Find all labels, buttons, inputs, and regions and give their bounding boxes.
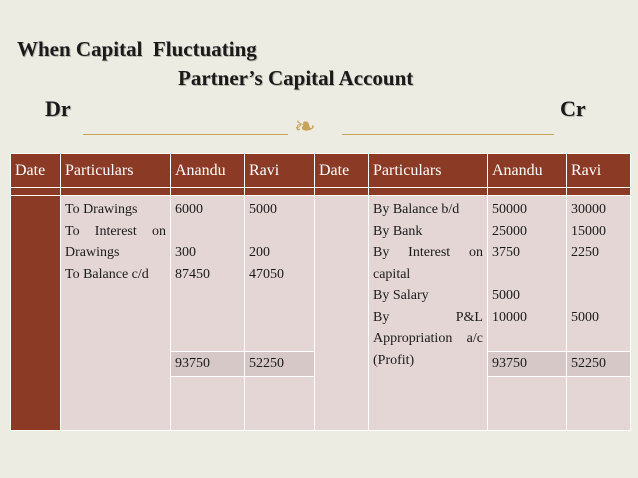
cr-date-cell bbox=[315, 196, 369, 431]
entries-row bbox=[11, 196, 631, 352]
dr-anandu-value bbox=[175, 221, 240, 243]
dr-particular-item: To Interest on Drawings bbox=[65, 223, 166, 260]
cr-anandu-value: 3750 bbox=[492, 245, 520, 260]
cr-anandu-value: 10000 bbox=[492, 309, 527, 325]
dr-anandu-cell bbox=[171, 196, 245, 352]
cr-ravi-value: 5000 bbox=[571, 309, 599, 325]
title-line-1: When Capital Fluctuating bbox=[17, 37, 257, 61]
header-anandu-dr: Anandu bbox=[171, 154, 245, 188]
cr-anandu-cell bbox=[488, 196, 567, 352]
cr-particular-item: By P&L Appropriation a/c (Profit) bbox=[373, 309, 483, 368]
blank-cell bbox=[488, 377, 567, 431]
dr-ravi-value: 47050 bbox=[249, 266, 284, 282]
header-particulars-cr: Particulars bbox=[369, 154, 488, 188]
header-date-dr: Date bbox=[11, 154, 61, 188]
dr-anandu-value: 87450 bbox=[175, 266, 210, 282]
cr-ravi-value: 15000 bbox=[571, 223, 606, 239]
header-date-cr: Date bbox=[315, 154, 369, 188]
gap-row bbox=[11, 188, 631, 196]
dr-particular-item: To Balance c/d bbox=[65, 266, 149, 282]
dr-particular-item: To Drawings bbox=[65, 202, 138, 217]
cr-particular-item: By Interest on capital bbox=[373, 245, 483, 282]
cr-ravi-cell bbox=[567, 196, 631, 352]
dr-date-cell bbox=[11, 196, 61, 431]
divider-left bbox=[83, 134, 288, 135]
dr-label: Dr bbox=[45, 96, 71, 121]
dr-ravi-value bbox=[249, 221, 310, 243]
cr-ravi-value bbox=[571, 285, 626, 307]
dr-ravi-value: 5000 bbox=[249, 202, 277, 217]
cr-anandu-value: 25000 bbox=[492, 223, 527, 239]
header-row bbox=[11, 154, 631, 188]
header-ravi-cr: Ravi bbox=[567, 154, 631, 188]
cr-ravi-value: 2250 bbox=[571, 245, 599, 260]
title-line-2: Partner’s Capital Account bbox=[178, 66, 414, 90]
cr-label: Cr bbox=[560, 96, 586, 121]
header-ravi-dr: Ravi bbox=[245, 154, 315, 188]
cr-ravi-value: 30000 bbox=[571, 202, 606, 217]
fleuron-ornament-icon: ❧ bbox=[294, 112, 316, 141]
cr-ravi-value bbox=[571, 264, 626, 286]
dr-ravi-value: 200 bbox=[249, 245, 270, 260]
cr-anandu-total: 93750 bbox=[488, 352, 567, 377]
cr-ravi-total: 52250 bbox=[567, 352, 631, 377]
header-particulars-dr: Particulars bbox=[61, 154, 171, 188]
header-anandu-cr: Anandu bbox=[488, 154, 567, 188]
cr-particular-item: By Salary bbox=[373, 288, 429, 303]
dr-anandu-value: 6000 bbox=[175, 202, 203, 217]
blank-cell bbox=[171, 377, 245, 431]
divider-right bbox=[342, 134, 554, 135]
dr-ravi-total: 52250 bbox=[245, 352, 315, 377]
capital-account-table bbox=[10, 153, 631, 431]
blank-cell bbox=[245, 377, 315, 431]
blank-cell bbox=[567, 377, 631, 431]
cr-anandu-value bbox=[492, 264, 562, 286]
dr-anandu-total: 93750 bbox=[171, 352, 245, 377]
cr-particular-item: By Bank bbox=[373, 223, 423, 239]
dr-anandu-value: 300 bbox=[175, 245, 196, 260]
dr-particulars-cell bbox=[61, 196, 171, 431]
cr-particular-item: By Balance b/d bbox=[373, 202, 460, 217]
cr-anandu-value: 50000 bbox=[492, 202, 527, 217]
cr-anandu-value: 5000 bbox=[492, 288, 520, 303]
cr-particulars-cell bbox=[369, 196, 488, 431]
dr-ravi-cell bbox=[245, 196, 315, 352]
